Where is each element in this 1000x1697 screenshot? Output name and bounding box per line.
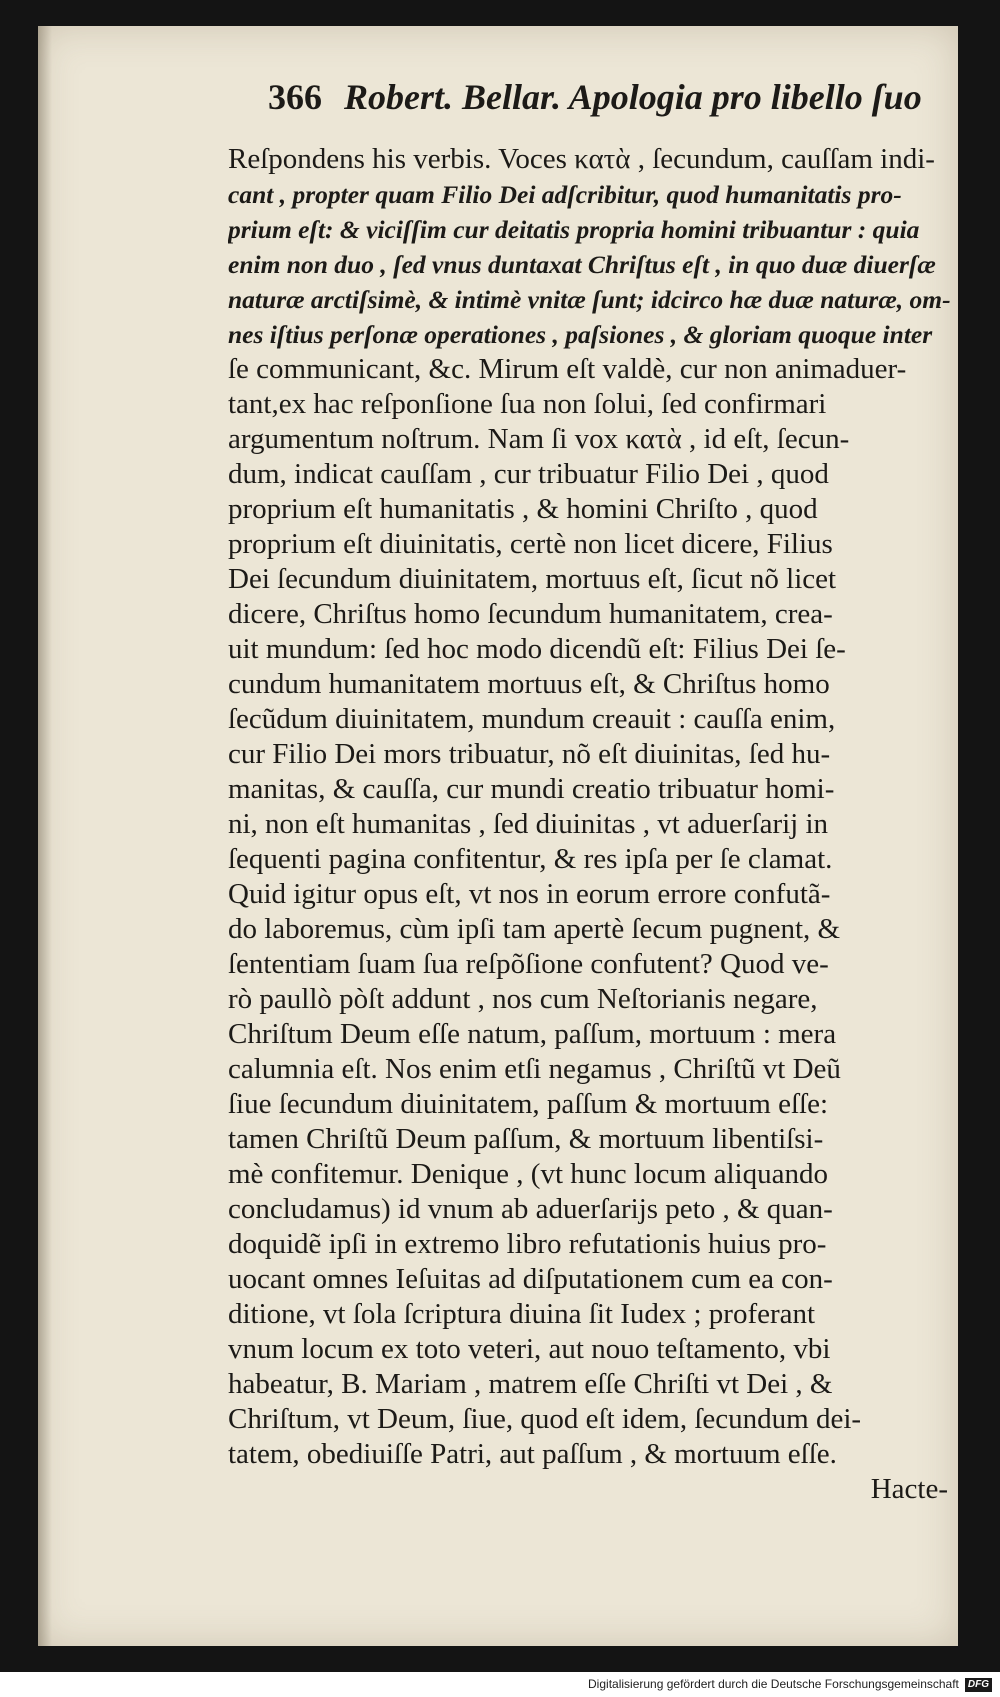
dfg-logo: DFG <box>965 1678 992 1692</box>
footer-credit: Digitalisierung gefördert durch die Deutsche Forschungsgemeinschaft <box>588 1677 959 1691</box>
text-line: proprium eſt diuinitatis, certè non licet dicere, Filius <box>228 528 833 560</box>
page-number: 366 <box>268 77 322 117</box>
text-line: dum, indicat cauſſam , cur tribuatur Filio Dei , quod <box>228 458 829 490</box>
text-line: concludamus) id vnum ab aduerſarijs peto , & quan- <box>228 1193 833 1225</box>
text-line: Quid igitur opus eſt, vt nos in eorum errore confutã- <box>228 878 831 910</box>
page-header <box>268 76 922 126</box>
text-line: ſecũdum diuinitatem, mundum creauit : cauſſa enim, <box>228 703 836 735</box>
book-page <box>38 26 958 1646</box>
text-line: rò paullò pòſt addunt , nos cum Neſtorianis negare, <box>228 983 818 1015</box>
text-line: enim non duo , ſed vnus duntaxat Chriſtus eſt , in quo duæ diuerſæ <box>228 250 936 279</box>
text-line: vnum locum ex toto veteri, aut nouo teſtamento, vbi <box>228 1333 831 1365</box>
text-line: calumnia eſt. Nos enim etſi negamus , Chriſtũ vt Deũ <box>228 1053 841 1085</box>
text-line: ſiue ſecundum diuinitatem, paſſum & mortuum eſſe: <box>228 1088 829 1120</box>
text-line: do laboremus, cùm ipſi tam apertè ſecum pugnent, & <box>228 913 841 945</box>
digitization-footer <box>0 1672 1000 1697</box>
text-line: Chriſtum, vt Deum, ſiue, quod eſt idem, ſecundum dei- <box>228 1403 862 1435</box>
text-line: uocant omnes Ieſuitas ad diſputationem cum ea con- <box>228 1263 833 1295</box>
text-line: Reſpondens his verbis. Voces κατὰ , ſecundum, cauſſam indi- <box>228 143 935 175</box>
text-line: cur Filio Dei mors tribuatur, nõ eſt diuinitas, ſed hu- <box>228 738 831 770</box>
text-line: prium eſt: & viciſſim cur deitatis propria homini tribuantur : quia <box>228 215 920 244</box>
text-line: doquidẽ ipſi in extremo libro refutationis huius pro- <box>228 1228 827 1260</box>
text-line: dicere, Chriſtus homo ſecundum humanitatem, crea- <box>228 598 833 630</box>
text-line: nes iſtius perſonæ operationes , paſsiones , & gloriam quoque inter <box>228 320 933 349</box>
text-line: uit mundum: ſed hoc modo dicendũ eſt: Filius Dei ſe- <box>228 633 846 665</box>
text-line: cant , propter quam Filio Dei adſcribitur, quod humanitatis pro- <box>228 180 902 209</box>
text-line: ſe communicant, &c. Mirum eſt valdè, cur non animaduer- <box>228 353 907 385</box>
text-line: ni, non eſt humanitas , ſed diuinitas , vt aduerſarij in <box>228 808 829 840</box>
catchword: Hacte- <box>870 1473 948 1505</box>
text-line: habeatur, B. Mariam , matrem eſſe Chriſti vt Dei , & <box>228 1368 833 1400</box>
text-line: mè confitemur. Denique , (vt hunc locum aliquando <box>228 1158 828 1190</box>
text-line: tatem, obediuiſſe Patri, aut paſſum , & mortuum eſſe. <box>228 1438 837 1470</box>
text-body <box>228 142 988 1507</box>
text-line: tant,ex hac reſponſione ſua non ſolui, ſed confirmari <box>228 388 827 420</box>
text-line: ditione, vt ſola ſcriptura diuina ſit Iudex ; proferant <box>228 1298 816 1330</box>
running-title: Robert. Bellar. Apologia pro libello ſuo <box>344 77 922 117</box>
text-line: argumentum noſtrum. Nam ſi vox κατὰ , id eſt, ſecun- <box>228 423 850 455</box>
text-line: cundum humanitatem mortuus eſt, & Chriſtus homo <box>228 668 830 700</box>
text-line: naturæ arctiſsimè, & intimè vnitæ ſunt; idcirco hæ duæ naturæ, om- <box>228 285 951 314</box>
text-line: ſequenti pagina confitentur, & res ipſa per ſe clamat. <box>228 843 833 875</box>
text-line: tamen Chriſtũ Deum paſſum, & mortuum libentiſsi- <box>228 1123 824 1155</box>
text-line: proprium eſt humanitatis , & homini Chriſto , quod <box>228 493 818 525</box>
text-line: Dei ſecundum diuinitatem, mortuus eſt, ſicut nõ licet <box>228 563 837 595</box>
text-line: Chriſtum Deum eſſe natum, paſſum, mortuum : mera <box>228 1018 837 1050</box>
text-line: manitas, & cauſſa, cur mundi creatio tribuatur homi- <box>228 773 835 805</box>
text-line: ſententiam ſuam ſua reſpõſione confutent? Quod ve- <box>228 948 829 980</box>
